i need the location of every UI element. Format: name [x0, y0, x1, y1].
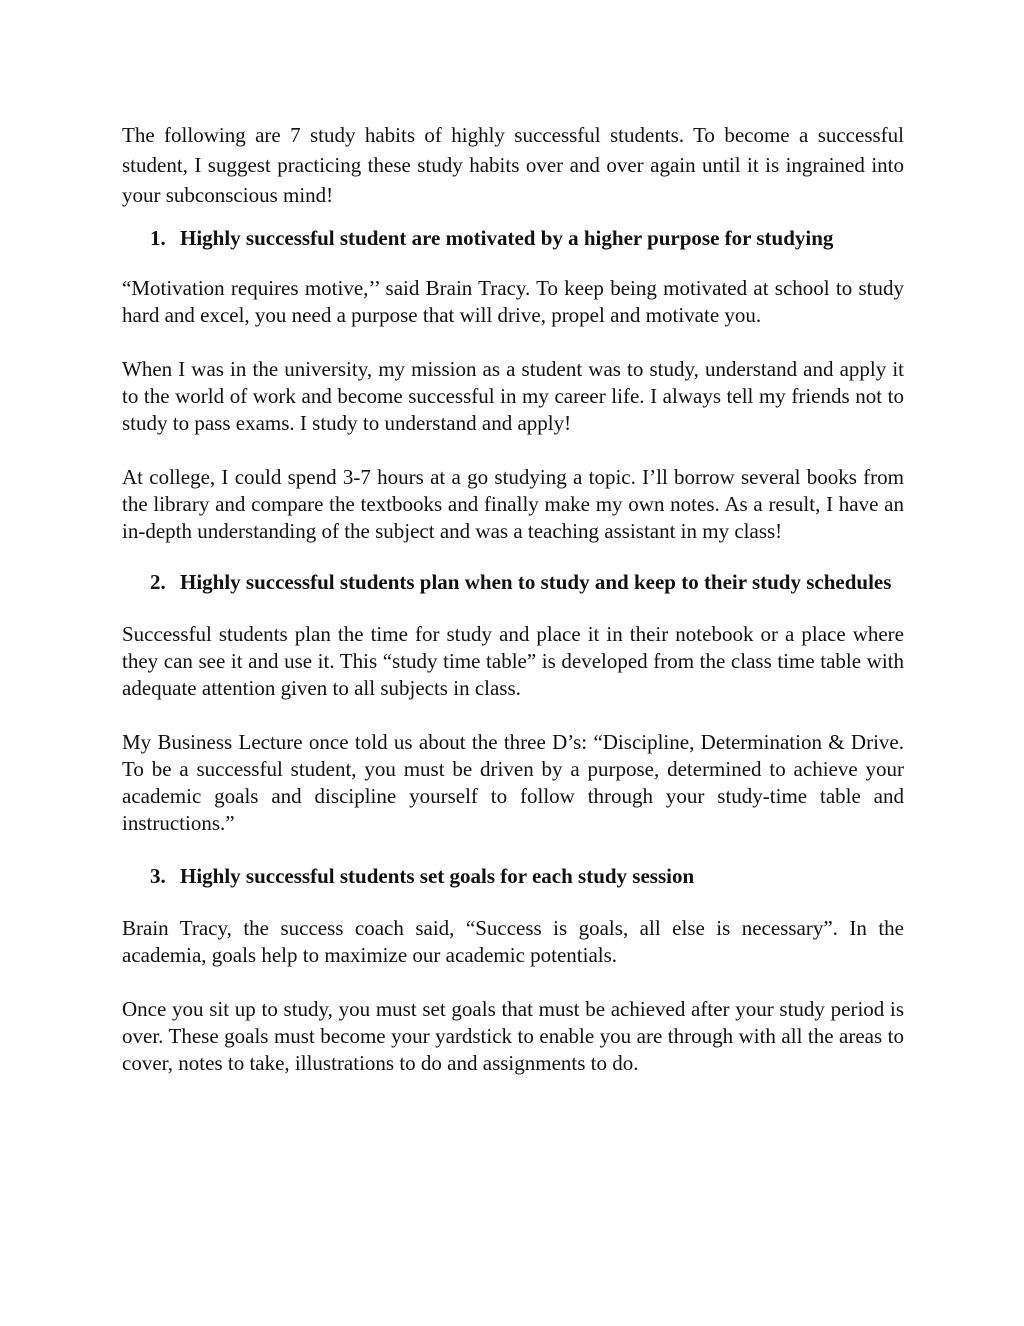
section-heading-3 — [122, 863, 904, 889]
section-2-paragraph-1: Successful students plan the time for study and place it in their notebook or a place where they can see it and use it. This “study time table” is developed from the class time table with adequate attention given to all subjects in class. — [122, 622, 904, 700]
section-1-paragraph-1: “Motivation requires motive,’’ said Brain Tracy. To keep being motivated at school to study hard and excel, you need a purpose that will drive, propel and motivate you. — [122, 276, 904, 327]
section-3-paragraph-2: Once you sit up to study, you must set goals that must be achieved after your study period is over. These goals must become your yardstick to enable you are through with all the areas to cover, notes to take, illustrations to do and assignments to do. — [122, 997, 904, 1075]
section-heading-1 — [122, 225, 904, 251]
section-number-3: 3. — [150, 864, 166, 888]
section-1-paragraph-3: At college, I could spend 3-7 hours at a go studying a topic. I’ll borrow several books from the library and compare the textbooks and finally make my own notes. As a result, I have an in-depth understanding of the subject and was a teaching assistant in my class! — [122, 465, 904, 543]
section-heading-text-2: Highly successful students plan when to study and keep to their study schedules — [180, 570, 892, 594]
section-heading-2 — [122, 569, 904, 595]
section-3-paragraph-1: Brain Tracy, the success coach said, “Success is goals, all else is necessary”. In the academia, goals help to maximize our academic potentials. — [122, 916, 904, 967]
document-page — [122, 120, 904, 1077]
section-2-paragraph-2: My Business Lecture once told us about the three D’s: “Discipline, Determination & Drive. To be a successful student, you must be driven by a purpose, determined to achieve your academic goals and discipline yourself to follow through your study-time table and instructions.” — [122, 730, 904, 835]
intro-paragraph: The following are 7 study habits of highly successful students. To become a successful student, I suggest practicing these study habits over and over again until it is ingrained into your subconscious mind! — [122, 123, 904, 207]
section-number-2: 2. — [150, 570, 166, 594]
section-heading-text-3: Highly successful students set goals for each study session — [180, 864, 695, 888]
section-heading-text-1: Highly successful student are motivated by a higher purpose for studying — [180, 226, 834, 250]
section-1-paragraph-2: When I was in the university, my mission as a student was to study, understand and apply it to the world of work and become successful in my career life. I always tell my friends not to study to pass exams. I study to understand and apply! — [122, 357, 904, 435]
section-number-1: 1. — [150, 226, 166, 250]
